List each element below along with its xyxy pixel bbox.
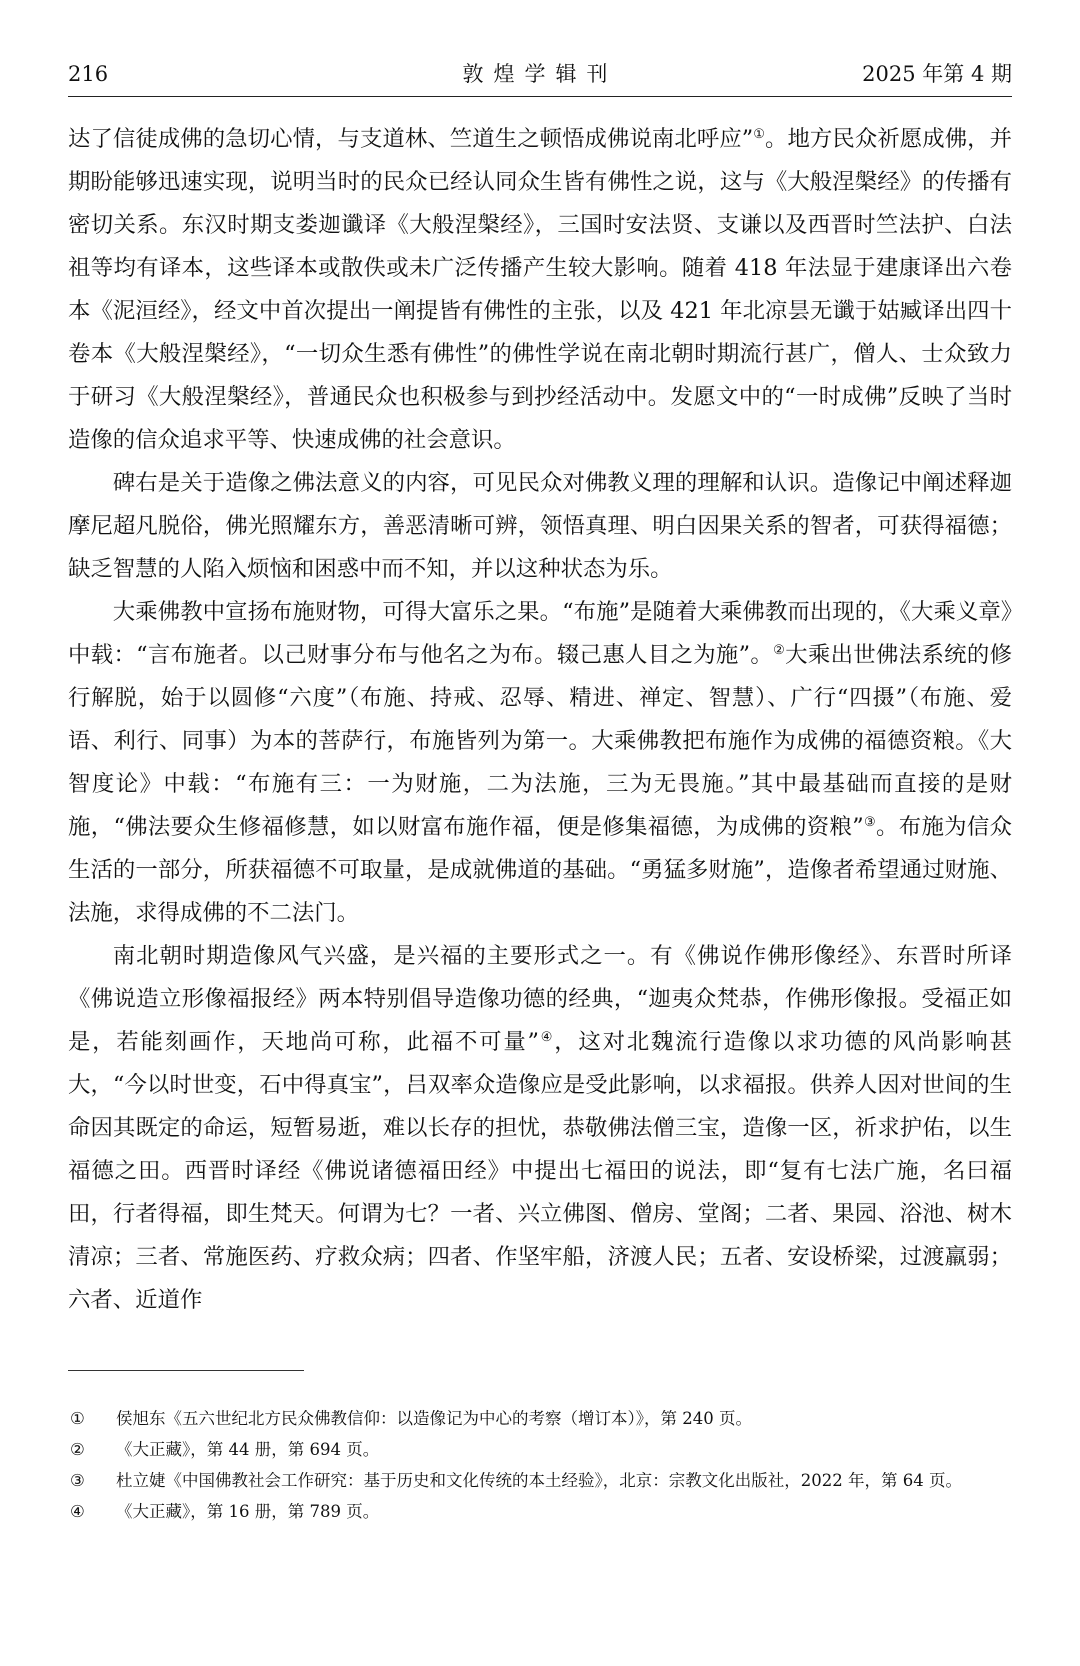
paragraph-text: 达了信徒成佛的急切心情，与支道林、竺道生之顿悟成佛说南北呼应”: [68, 126, 754, 152]
journal-title: 敦煌学辑刊: [462, 62, 618, 86]
footnote-marker[interactable]: ①: [753, 127, 766, 142]
paragraph-text: 南北朝时期造像风气兴盛，是兴福的主要形式之一。有《佛说作佛形像经》、东晋时所译《佛说造立形像福报经》两本特别倡导造像功德的经典，“迦夷众梵恭，作佛形像报。受福正如是，若能刻画作，天地尚可称，此福不可量”: [68, 943, 1012, 1055]
header-rule: [68, 96, 1012, 97]
footnote-text: 杜立婕《中国佛教社会工作研究：基于历史和文化传统的本土经验》，北京：宗教文化出版社，2022 年，第 64 页。: [116, 1471, 962, 1490]
footnote-number: ②: [70, 1440, 85, 1459]
footnote-number: ④: [70, 1502, 85, 1521]
paragraph: [68, 462, 1012, 591]
issue-label: 2025 年第 4 期: [862, 62, 1012, 86]
footnote: [68, 1405, 1012, 1432]
paragraph-text: ，这对北魏流行造像以求功德的风尚影响甚大，“今以时世变，石中得真宝”，吕双率众造像应是受此影响，以求福报。供养人因对世间的生命因其既定的命运，短暂易逝，难以长存的担忧，恭敬佛法僧三宝，造像一区，祈求护佑，以生福德之田。西晋时译经《佛说诸德福田经》中提出七福田的说法，即“复有七法广施，名曰福田，行者得福，即生梵天。何谓为七？一者、兴立佛图、僧房、堂阁；二者、果园、浴池、树木清凉；三者、常施医药、疗救众病；四者、作坚牢船，济渡人民；五者、安设桥梁，过渡羸弱；六者、近道作: [68, 1029, 1013, 1313]
paragraph: [68, 591, 1012, 935]
article-body: [68, 118, 1012, 1322]
running-header: [68, 56, 1012, 92]
footnote-marker[interactable]: ④: [539, 1030, 555, 1045]
footnote-text: 《大正藏》，第 16 册，第 789 页。: [116, 1502, 380, 1521]
footnotes: [68, 1405, 1012, 1529]
footnote-text: 《大正藏》，第 44 册，第 694 页。: [116, 1440, 380, 1459]
footnote-number: ③: [70, 1471, 85, 1490]
footnote: [68, 1498, 1012, 1525]
paragraph-text: 大乘出世佛法系统的修行解脱，始于以圆修“六度”（布施、持戒、忍辱、精进、禅定、智慧）、广行“四摄”（布施、爱语、利行、同事）为本的菩萨行，布施皆列为第一。大乘佛教把布施作为成佛的福德资粮。《大智度论》中载：“布施有三：一为财施，二为法施，三为无畏施。”其中最基础而直接的是财施，“佛法要众生修福修慧，如以财富布施作福，便是修集福德，为成佛的资粮”: [68, 642, 1012, 840]
paragraph: [68, 118, 1012, 462]
footnote-marker[interactable]: ②: [773, 643, 786, 658]
footnote: [68, 1467, 1012, 1494]
page-number: 216: [68, 62, 109, 86]
footnote: [68, 1436, 1012, 1463]
paragraph-text: 碑右是关于造像之佛法意义的内容，可见民众对佛教义理的理解和认识。造像记中阐述释迦摩尼超凡脱俗，佛光照耀东方，善恶清晰可辨，领悟真理、明白因果关系的智者，可获得福德；缺乏智慧的人陷入烦恼和困惑中而不知，并以这种状态为乐。: [68, 470, 1012, 582]
paragraph-text: 。布施为信众生活的一部分，所获福德不可取量，是成就佛道的基础。“勇猛多财施”，造像者希望通过财施、法施，求得成佛的不二法门。: [68, 814, 1012, 926]
paragraph-text: 。地方民众祈愿成佛，并期盼能够迅速实现，说明当时的民众已经认同众生皆有佛性之说，这与《大般涅槃经》的传播有密切关系。东汉时期支娄迦谶译《大般涅槃经》，三国时安法贤、支谦以及西晋时竺法护、白法祖等均有译本，这些译本或散佚或未广泛传播产生较大影响。随着 418 年法显于建康译出六卷本《泥洹经》，经文中首次提出一阐提皆有佛性的主张，以及 421 年北凉昙无谶于姑臧译出四十卷本《大般涅槃经》，“一切众生悉有佛性”的佛性学说在南北朝时期流行甚广，僧人、士众致力于研习《大般涅槃经》，普通民众也积极参与到抄经活动中。发愿文中的“一时成佛”反映了当时造像的信众追求平等、快速成佛的社会意识。: [68, 126, 1012, 453]
footnote-text: 侯旭东《五六世纪北方民众佛教信仰：以造像记为中心的考察（增订本）》，第 240 页。: [116, 1409, 752, 1428]
footnote-number: ①: [70, 1409, 85, 1428]
footnote-marker[interactable]: ③: [863, 815, 876, 830]
paragraph: [68, 935, 1012, 1322]
footnote-separator: [68, 1370, 304, 1371]
paragraph-text: 大乘佛教中宣扬布施财物，可得大富乐之果。“布施”是随着大乘佛教而出现的，《大乘义章》中载：“言布施者。以己财事分布与他名之为布。辍己惠人目之为施”。: [68, 599, 1012, 668]
